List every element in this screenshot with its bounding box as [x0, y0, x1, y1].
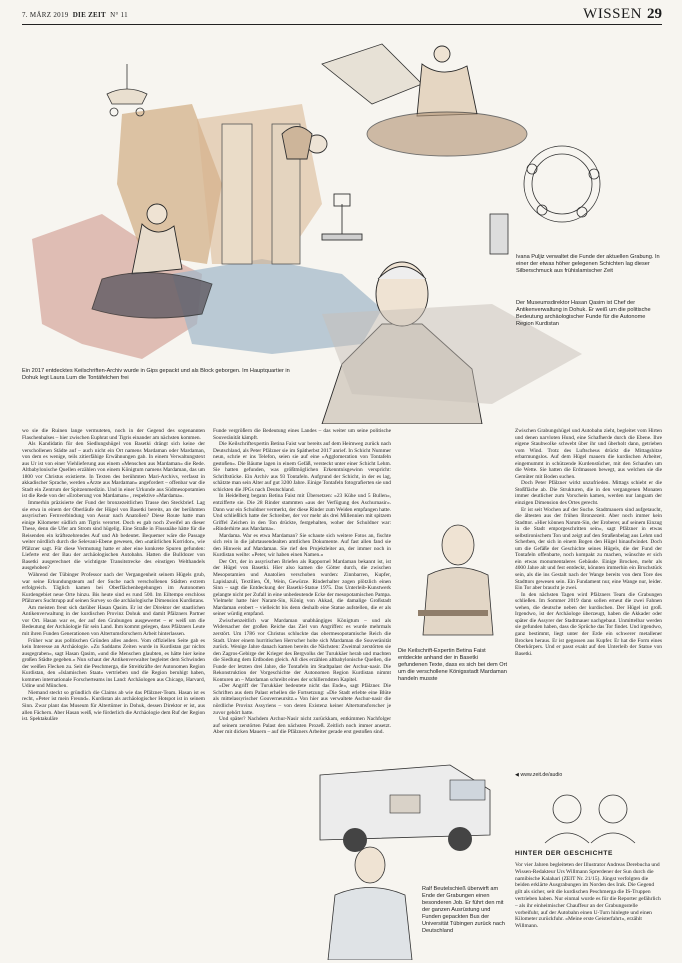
illustration-collage	[22, 24, 662, 424]
page-header	[22, 6, 662, 25]
caption-puljiz: Ivana Puljiz verwaltet die Funde der aktuellen Grabung. In einer der etwas höher gelegenen Schichten lag dieser Silberschmuck aus frühislamischer Zeit	[516, 254, 660, 274]
paragraph: Funde vergrößern die Bedeutung eines Landes – das weiter um seine politische Souveränität kämpft.	[213, 428, 391, 441]
column-3	[515, 428, 662, 768]
paragraph: wo sie die Ruinen lange vermuteten, noch in der Gegend des sogenannten Flaschenhalses – hier zwischen Euphrat und Tigris einander am nächsten kommen.	[22, 428, 205, 441]
paragraph: In den nächsten Tagen wird Pfälzners Team die Grabungen schließen. Im Sommer 2019 dann sollen erneut die zwei Fahnen wehen, die deutsche neben der kurdischen. Der Hügel ist groß. Irgendwo, ist der Archäologe überzeugt, haben die Akkader oder später die Assyrer der Stadtmauer nachgebaut. Unmittelbar werden sie gefunden haben, dass die Sprüche das Tor findet. Und irgendwo, ganz bestimmt, liegt unter der Erde ein schwerer metallener Brocken heraus. Er ist gegossen aus Kupfer. Er hat die Form eines Oberkörpers. Und er passt exakt auf den Unterleib der Statue von Basetki.	[515, 591, 662, 657]
illustration-authors	[535, 785, 645, 845]
skull-and-vessel	[282, 127, 327, 160]
hanging-lamp	[107, 64, 147, 116]
caption-qasim: Der Museumsdirektor Hasan Qasim ist Chef der Antikenverwaltung in Dohuk. Er weiß um die politische Bedeutung archäologischer Funde für die Autonome Region Kurdistan	[516, 300, 651, 327]
paragraph: Immerhin präzisierte der Fund der bronzezeitlichen Trasse den Steckbrief. Lag sie etwa in einem der Oberläufe der Hügel von Basetki bereits, an der berühmten assyrischen Fernverbindung von Assur nach Anatolien? Diese Route hatte man einige Kilometer südlich am Tigris verortet. Doch es gab noch Zweifel an dieser These, denn die Ufer am Strom sind hügelig. Eine Straße in Flussnähe hätte für die Reisenden ein kräftezehrendes Auf und Ab bedeutet. Bequemer wäre die Passage weiter nördlich durch die Selevani-Ebene gewesen, den »natürlichen Korridor«, wie Pfälzner sagt. Für diese Vermutung hatte er aber eine konkrete Spuren gefunden: Lieferte erst der Bau der archäologischen Autobahn. Hatten die Bulldozer von Basetki ausgerechnet die wichtigste Transitstrecke des einstigen Welthandels ausgehoben?	[22, 500, 205, 572]
paragraph: »Der Angriff der Turukkäer bedeutete nicht das Ende«, sagt Pfälzner. Die Schriften aus dem Palast erhellen die Fortsetzung: »Die Stadt erlebte eine Blüte als mittelassyrischer Gouverneursitz.« Von hier aus verwaltete Aschur-nasir die nördliche Provinz Assyriens – von deren Existenz keiner Altertumsforscher je zuvor gehört hatte.	[213, 683, 391, 716]
paragraph: Niemand steckt so gründlich die Claims ab wie das Pfälzner-Team. Hasan ist es recht, »Peter ist mein Freund«. Kurdistan als archäologischer Hotspot ist in seinem Sinn. Zwar plant das Museum für Altertümer in Dohuk, dessen Direktor er ist, aus allen Fächern. Aber Hasan weiß, wie förderlich die Archäologie dem Ruf der Region ist. Spektakuläre	[22, 689, 205, 723]
paragraph: Er ist seit Wochen auf der Suche. Stadtmauern sind aufgetaucht, die ältesten aus der frühen Bronzezeit. Aber noch immer kein Stadttor. »Hier können Narum-Sin, der Eroberer, auf seinem Einzug in die Stadt emporgeschritten sein«, sagt Pfälzner in etwas selbstironischem Ton und zeigt auf den Straßenbelag aus Lehm und Scherben, der sich in einem Bogen den Hügel hinaufwindet. Doch um die Gefäße der Geschichte seines Hügels, die der Fund der Tontafeln offenbarte, noch kompakt zu machen, wünschte er sich ein etwas monumentaleres Gebäude. Einige Brocken, mehr als 4000 Jahre alt und fest entdeckt, könnten immerhin ein Bruchstück sein, als die ins Gestalt nach der Wange bereits von dem Tore des Stadttors gewesen sein. Ein Fundament nur, eine Wange nur, leider. Ein Tor aber braucht je zwei.	[515, 506, 662, 592]
caption-archive: Ein 2017 entdecktes Keilschriften-Archiv wurde in Gips gepackt und als Block geborgen. Im Hauptquartier in Dohuk legt Laura Lum die Tontäfelchen frei	[22, 368, 290, 381]
page-number: 29	[647, 6, 662, 22]
caption-faist: Die Keilschrift-Expertin Betina Faist entdeckte anhand der in Basetki gefundenen Texte, dass es sich bei dem Ort um die verschollene Königsstadt Mardaman handeln musste	[398, 648, 508, 682]
paragraph: Früher war aus politischen Gründen alles anders. Vom offiziellen Seite gab es kein Interesse an Archäologie. »Zu Saddams Zeiten wurde in Kurdistan gar nichts ausgegraben«, sagt Hasan Qasim, »und die Menschen glaubten, es hätte hier keine großen Städte gegeben.« Nun schaut der Antikenverwalter begleitet dem Schwinden der weißen Flecken zu. Seit die Peschmerga, die Streitkräfte der Autonomen Region Kurdistan, den »Islamischen Staat« vertrieben und die Region beruhigt haben, kommen internationale Forscherteams ins Land: Archäologen aus Chicago, Harvard, Udine und München.	[22, 637, 205, 690]
speaker-icon: ◀	[515, 772, 519, 778]
paragraph: Der Ort, der in assyrischen Briefen als Rappornel Mardaman bekannt ist, ist der Hügel von Basetki. Hier also kamen die Götter durch, die zwischen Mesopotamien und Anatolien verschoben wurden: Zinnbarren, Kupfer, Lapislazuli, Textilien, Öl, Wein, Gewürze. Rinderhalter zogen plötzlich einen Sinn – sagt die Entdeckung der Basetki-Statue 1975. Das Unterleib-Kunstwerk gelangte nicht per Zufall in eine unbedeutende Ecke der mesopotamischen Pampa. Vielmehr hatte hier Naram-Sin, König von Akkad, die damalige Großstadt Mardaman erobert – vielleicht bis denn deshalb eine Statue aufstellen, die er als seiner würdig empfand.	[213, 558, 391, 618]
box-text: Vor vier Jahren begleiteten der Illustrator Andreas Derebucha und Wissen-Redakteur Urs Willmann Sprerdener der Sun durch die namibische Kalahari (ZEIT Nr. 21/15). Jüngst verfolgten die beiden erklärte Ausgrabungen im Norden des Irak. Die Gegend gilt als sicher, seit die kurdischen Peschmerga die IS-Truppen vertrieben haben. Nur einmal wurde es für die Reporter gefährlich – als ihr einheimischer Chauffeur an der Grabungsstelle vorbeifuhr, auf der Autobahn einen U-Turn hinlegte und einen Kilometer zurückfuhr. »Meine erste Geisterfahrt«, erzählt Willmann.	[515, 862, 661, 930]
microscope	[322, 194, 362, 240]
paragraph: Und später? Nachdem Archur-Nasir nicht zurückkam, entkimmen Nachfolger auf seinem zerstörten Palast den nächsten Prozeß. Zeitlich noch immer ansetzt. Aber mit dicken Mauern – auf die Pfälzners Arbeiter gerade erst gestoßen sind.	[213, 716, 391, 736]
paragraph: Mardama. War es etwa Mardaman? Sie schaute sich weitere Fotos an, fischte sich rein in die jahrtausendealten amtlichen Dokumente. Auf fast allen fand sie den Hinweis auf Mardaman. Sie rief den Projektleiter an, der immer noch in Kurdistan weilte: »Peter, wir haben einen Namen.«	[213, 532, 391, 559]
paragraph: In Heidelberg begann Betina Faist mit Übersetzen: »23 Kühe und 5 Bullen«, entzifferte sie. Die 28 Rinder stammten »aus der Verfügung des Aschurnasir«. Dann war ein Schuldner vermerkt, der diese Rinder zum Weiden empfangen hatte. Und schließlich hatte der Schreiber, der vor mehr als drei Millennien mit spitzem Griffel Zeichen in den Ton drückte, festgehalten, woher der Schuldner war: »Rinderhirte aus Mardama«.	[213, 493, 391, 533]
tent	[322, 44, 422, 104]
section-title: WISSEN	[583, 6, 642, 22]
paragraph: Am meisten freut sich darüber Hasan Qasim. Er ist der Direktor der staatlichen Antikenverwaltung in der kurdischen Provinz Dohuk und damit Pfälzners Partner vor Ort. Hasan war es, der auf den Grabungen ausgewertet – er weiß um die Bedeutung der Archäologie für sein Land. Ihm kommt gelegen, dass Pfälzners Leute mit ihren Funden Generationen von Altertumsforschern Arbeit hinterlassen.	[22, 604, 205, 637]
caption-beutelschiess: Ralf Beutelschieß überwirft am Ende der Grabungen einen besonderen Job. Er führt den mit der ganzen Ausrüstung und Funden gepackten Bus der Universität Tübingen zurück nach Deutschland	[422, 886, 505, 934]
paragraph: Doch Peter Pfälzner wirkt unzufrieden. Mittags schiebt er die Stoßfläche ab. Die Strukturen, die in den vergangenen Monaten immer deutlicher zum Vorschein kamen, werden nur langsam der einzigen Dimension des Ortes gerecht.	[515, 480, 662, 507]
paragraph: Zwischenzeitlich war Mardaman unabhängiges Königtum – und als Widersacher der großen Reiche das Ziel von Angriffen: es wurde mehrmals zerstört. Um 1786 vor Christus schluckte das obermesopotamische Reich die Stadt. Unter einem hurritischen Herrscher holte sich Mardaman die Souveränität zurück. Wenige Jahre danach kamen bereits die Nächsten: Zweimal zerstörten sie den Zagros-Gebirge der Krieger des Bergvolks der Turukkäer herab und machten die Siedlung dem Erdboden gleich. All dies erzählen altbabylonische Quellen, die Funde der letzten drei Jahre, die Tontafeln im Stadtpalast der Archur-nasir. Die Rekonstruktion der Vorgeschichte der Autonomen Region Kurdistan nimmt Konturen an – Mardaman schreibt eines der schillerndsten Kapitel.	[213, 617, 391, 683]
column-1	[22, 428, 205, 960]
box-title: HINTER DER GESCHICHTE	[515, 850, 613, 857]
paragraph: Die Keilschriftexpertin Betina Faist war bereits auf dem Heimweg zurück nach Deutschland, als Peter Pfälzner sie im Spätherbst 2017 anrief. In Schicht Nummer neun, schrie er ins Telefon, seien sie auf eine »Agglomeration von Tontafeln gestoßen«. Die Bäume lagen in einem Gefäß, versteckt unter einer Schicht Lehm. Sie hatten gefunden, was größtmöglichen Erkenntnisgewinn verspricht: Schriftstücke. Ein Archiv aus 93 Tontafeln. Aufgrund der Schicht, in der es lag, schätzte man sein Alter auf gut 3200 Jahre. Einige Tontafeln fotografierten sie und schickten die JPGs nach Deutschland.	[213, 441, 391, 493]
paragraph: Als Kandidatin für den Siedlungshügel von Basetki drängt sich keine der verschollenen Städte auf – auch nicht ein Ort namens Mardaman oder Mardaman, von dem es wenige, teils zitierfähige Erwähnungen gab. In einem Verwaltungstext aus Ur ist von einer Viehlieferung aus einem »Menschen aus Mardaman« die Rede. Altbabylonische Quellen erzählen von einem Königtum namens Mardaman, das um 1800 vor Christus existierte. In Texten des berühmten Mari-Archivs, verfasst in akkadischer Sprache, werden »Ärzte aus Mardaman« angefordert – offenbar war die Stadt ein Zentrum der Spitzenmedizin. Und in einer Urkunde aus Südmesopotamien ist die Rede von der »Eroberung von Mardaman« , respektive »Mardama«.	[22, 441, 205, 500]
issue-line: 7. MÄRZ 2019 DIE ZEIT N° 11	[22, 11, 128, 19]
illustration-ralf	[320, 840, 420, 960]
illustration-faist	[398, 520, 508, 640]
paragraph: Zwischen Grabungshügel und Autobahn zieht, begleitet vom Hirten und denen narvloten Hund, eine Schafherde durch die Ebene. Ihre eigene Staubwolke schwebt über ihr und überholt dann, getrieben vom Wind. Trotz des Luftscheus drückt die Mittagshitze erbarmungslos. Auf dem Hügel mauern die kurdischen Arbeiter, eingemummt in schützende Kurdenstücher, mit den Schaufen um die Wette. Sie hatten die Erdmassen bewegt, aus welchen sie die Gemüter mit Boden suchen.	[515, 428, 662, 480]
paragraph: Während der Tübinger Professor nach der Vergangenheit seinem Hügels grub, war seine Erkundungsteam auf der Suche nach verschollenen Städten extrem erfolgreich. Täglich kamen bei Oberflächenbegehungen im Autonomen Kurdengebiet neue Orte hinzu. Bis heute sind es rund 500. Im Eiltempo erschloss Pfälzners Suchtrupp auf seinen Survey so die archäologische Dimension Kurdistans.	[22, 572, 205, 605]
silver-jewelry	[490, 146, 600, 254]
audio-link[interactable]: ◀ www.zeit.de/audio	[515, 772, 563, 778]
